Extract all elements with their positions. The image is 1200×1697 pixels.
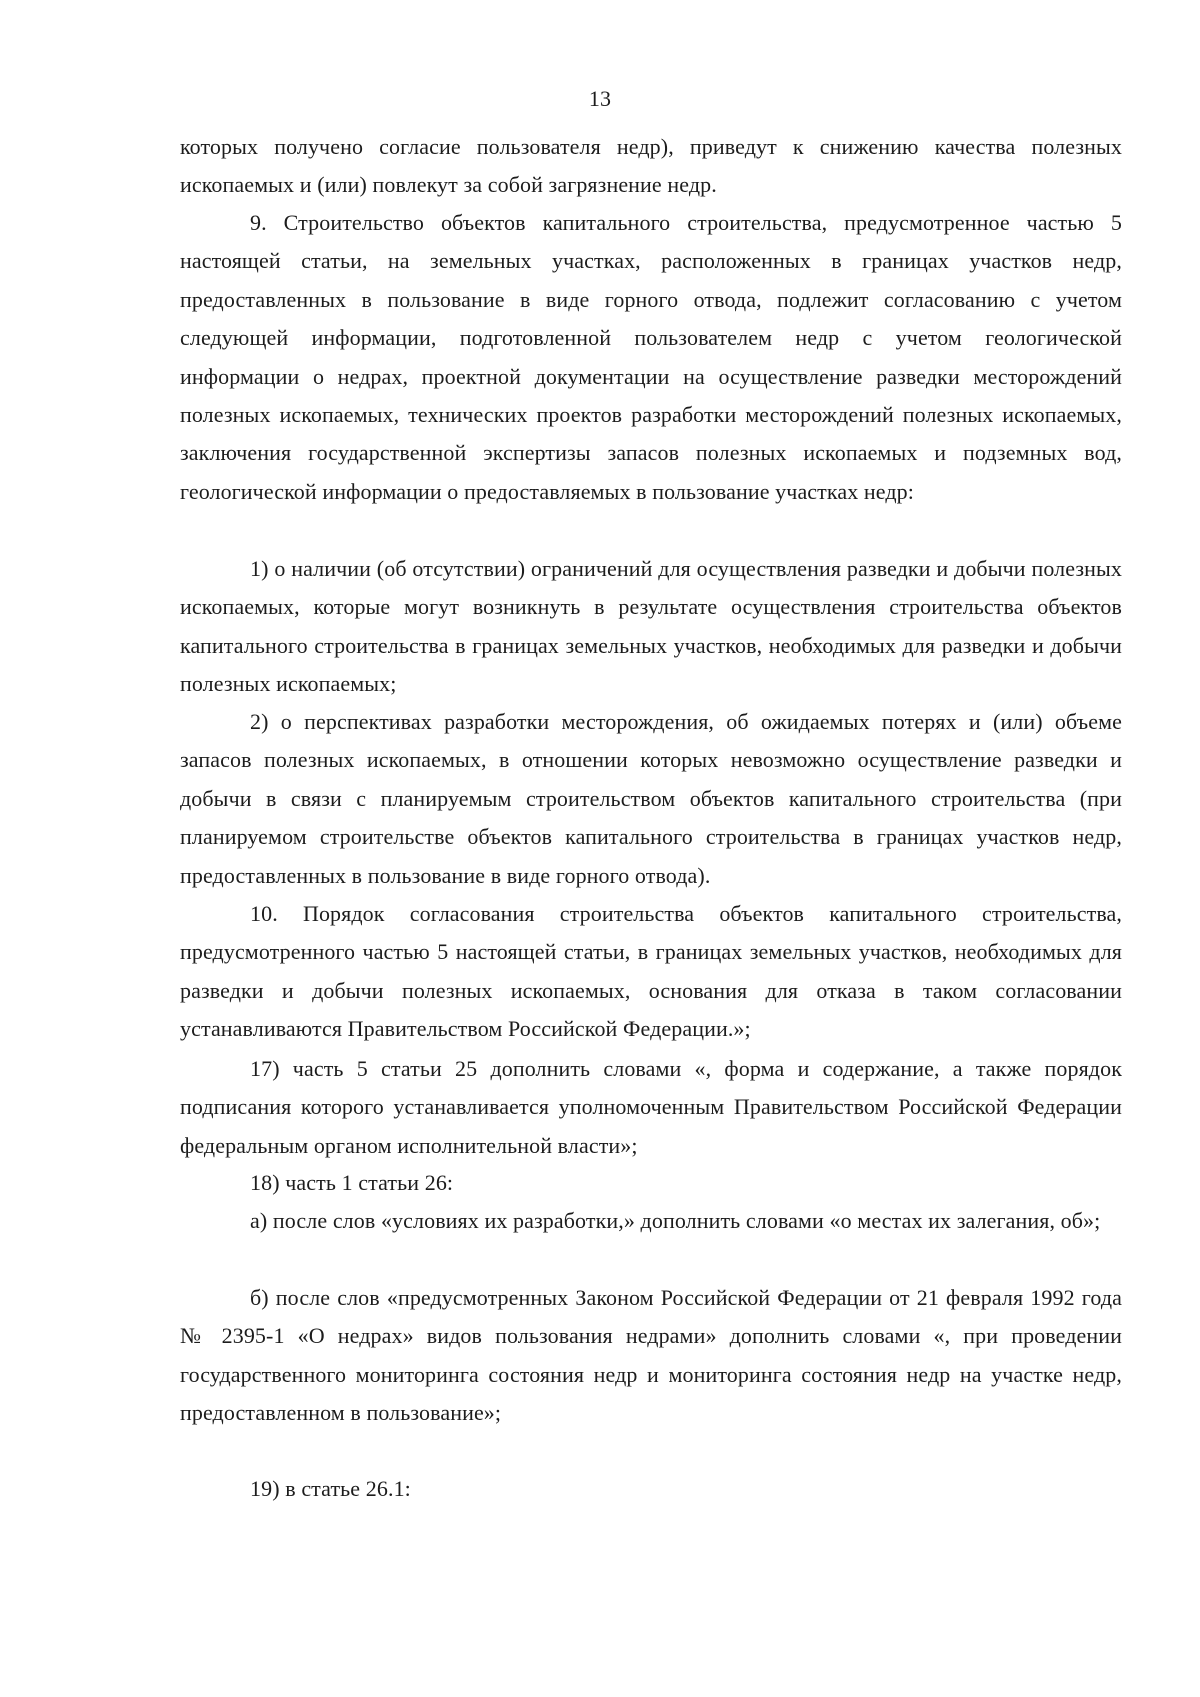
page-number: 13 (588, 86, 612, 111)
paragraph-item-18: 18) часть 1 статьи 26: (250, 1170, 454, 1195)
paragraph-item-17: 17) часть 5 статьи 25 дополнить словами «, форма и содержание, а также порядок подписания которого устанавливается уполномоченным Правительством Российской Федерации федеральным органом исполнительной власти»; (180, 1056, 1122, 1158)
paragraph-subitem-1: 1) о наличии (об отсутствии) ограничений для осуществления разведки и добычи полезных ископаемых, которые могут возникнуть в результате осуществления строительства объектов капитального строительства в границах земельных участков, необходимых для разведки и добычи полезных ископаемых; (180, 556, 1122, 697)
paragraph-item-18b: б) после слов «предусмотренных Законом Российской Федерации от 21 февраля 1992 года № 2395-1 «О недрах» видов пользования недрами» дополнить словами «, при проведении государственного мониторинга состояния недр и мониторинга состояния недр на участке недр, предоставленном в пользование»; (180, 1285, 1122, 1426)
paragraph-item-9: 9. Строительство объектов капитального строительства, предусмотренное частью 5 настоящей статьи, на земельных участках, расположенных в границах участков недр, предоставленных в пользование в виде горного отвода, подлежит согласованию с учетом следующей информации, подготовленной пользователем недр с учетом геологической информации о недрах, проектной документации на осуществление разведки месторождений полезных ископаемых, технических проектов разработки месторождений полезных ископаемых, заключения государственной экспертизы запасов полезных ископаемых и подземных вод, геологической информации о предоставляемых в пользование участках недр: (180, 210, 1122, 504)
paragraph-item-19: 19) в статье 26.1: (250, 1476, 411, 1501)
paragraph-item-10: 10. Порядок согласования строительства объектов капитального строительства, предусмотренного частью 5 настоящей статьи, в границах земельных участков, необходимых для разведки и добычи полезных ископаемых, основания для отказа в таком согласовании устанавливаются Правительством Российской Федерации.»; (180, 901, 1122, 1042)
paragraph-subitem-2: 2) о перспективах разработки месторождения, об ожидаемых потерях и (или) объеме запасов полезных ископаемых, в отношении которых невозможно осуществление разведки и добычи в связи с планируемым строительством объектов капитального строительства (при планируемом строительстве объектов капитального строительства в границах участков недр, предоставленных в пользование в виде горного отвода). (180, 709, 1122, 888)
paragraph-item-18a: а) после слов «условиях их разработки,» дополнить словами «о местах их залегания, об»; (250, 1208, 1101, 1233)
paragraph-continuation: которых получено согласие пользователя недр), приведут к снижению качества полезных ископаемых и (или) повлекут за собой загрязнение недр. (180, 134, 1122, 198)
